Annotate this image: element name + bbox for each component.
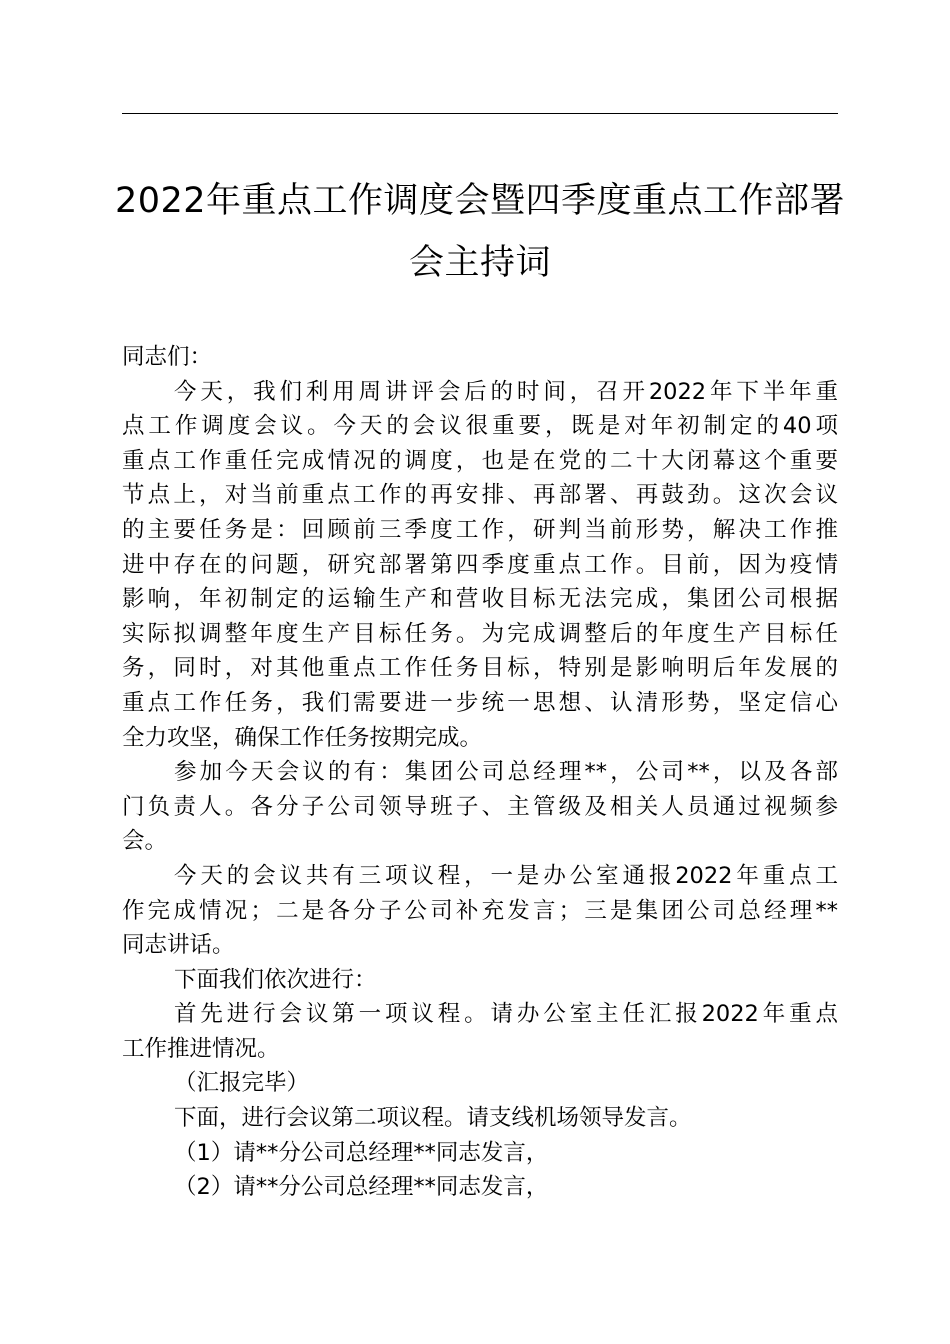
- body-line: 务，同时，对其他重点工作任务目标，特别是影响明后年发展的: [122, 655, 838, 682]
- body-line: 进中存在的问题，研究部署第四季度重点工作。目前，因为疫情: [122, 551, 838, 578]
- title-line-2: 会主持词: [408, 243, 551, 283]
- body-line: 同志讲话。: [122, 932, 235, 959]
- body-line: 下面我们依次进行：: [174, 966, 377, 993]
- body-line: 作完成情况；二是各分子公司补充发言；三是集团公司总经理**: [122, 897, 838, 924]
- body-line: 今天的会议共有三项议程，一是办公室通报2022年重点工: [174, 862, 838, 889]
- body-line: 实际拟调整年度生产目标任务。为完成调整后的年度生产目标任: [122, 620, 838, 647]
- body-line: 全力攻坚，确保工作任务按期完成。: [122, 724, 483, 751]
- body-line: 工作推进情况。: [122, 1035, 280, 1062]
- body-line: 的主要任务是：回顾前三季度工作，研判当前形势，解决工作推: [122, 516, 838, 543]
- body-line: 点工作调度会议。今天的会议很重要，既是对年初制定的40项: [122, 413, 838, 440]
- body-line: 今天，我们利用周讲评会后的时间，召开2022年下半年重: [174, 378, 838, 405]
- body-line: （汇报完毕）: [174, 1070, 310, 1097]
- document-title: [110, 170, 850, 294]
- body-line: 门负责人。各分子公司领导班子、主管级及相关人员通过视频参: [122, 793, 838, 820]
- body-line: （1）请**分公司总经理**同志发言，: [174, 1139, 549, 1166]
- title-line-1: 2022年重点工作调度会暨四季度重点工作部署: [114, 181, 846, 221]
- body-line: 会。: [122, 828, 168, 855]
- body-line: 影响，年初制定的运输生产和营收目标无法完成，集团公司根据: [122, 586, 838, 613]
- header-rule: [122, 113, 838, 114]
- body-line: 下面，进行会议第二项议程。请支线机场领导发言。: [174, 1105, 692, 1132]
- body-line: 首先进行会议第一项议程。请办公室主任汇报2022年重点: [174, 1001, 838, 1028]
- body-line: 重点工作任务，我们需要进一步统一思想、认清形势，坚定信心: [122, 689, 838, 716]
- document-body: [122, 340, 838, 1205]
- body-line: 重点工作重任完成情况的调度，也是在党的二十大闭幕这个重要: [122, 447, 838, 474]
- body-line: 节点上，对当前重点工作的再安排、再部署、再鼓劲。这次会议: [122, 482, 838, 509]
- body-line: （2）请**分公司总经理**同志发言，: [174, 1174, 549, 1201]
- body-line: 同志们：: [122, 344, 213, 370]
- body-line: 参加今天会议的有：集团公司总经理**，公司**，以及各部: [174, 759, 838, 786]
